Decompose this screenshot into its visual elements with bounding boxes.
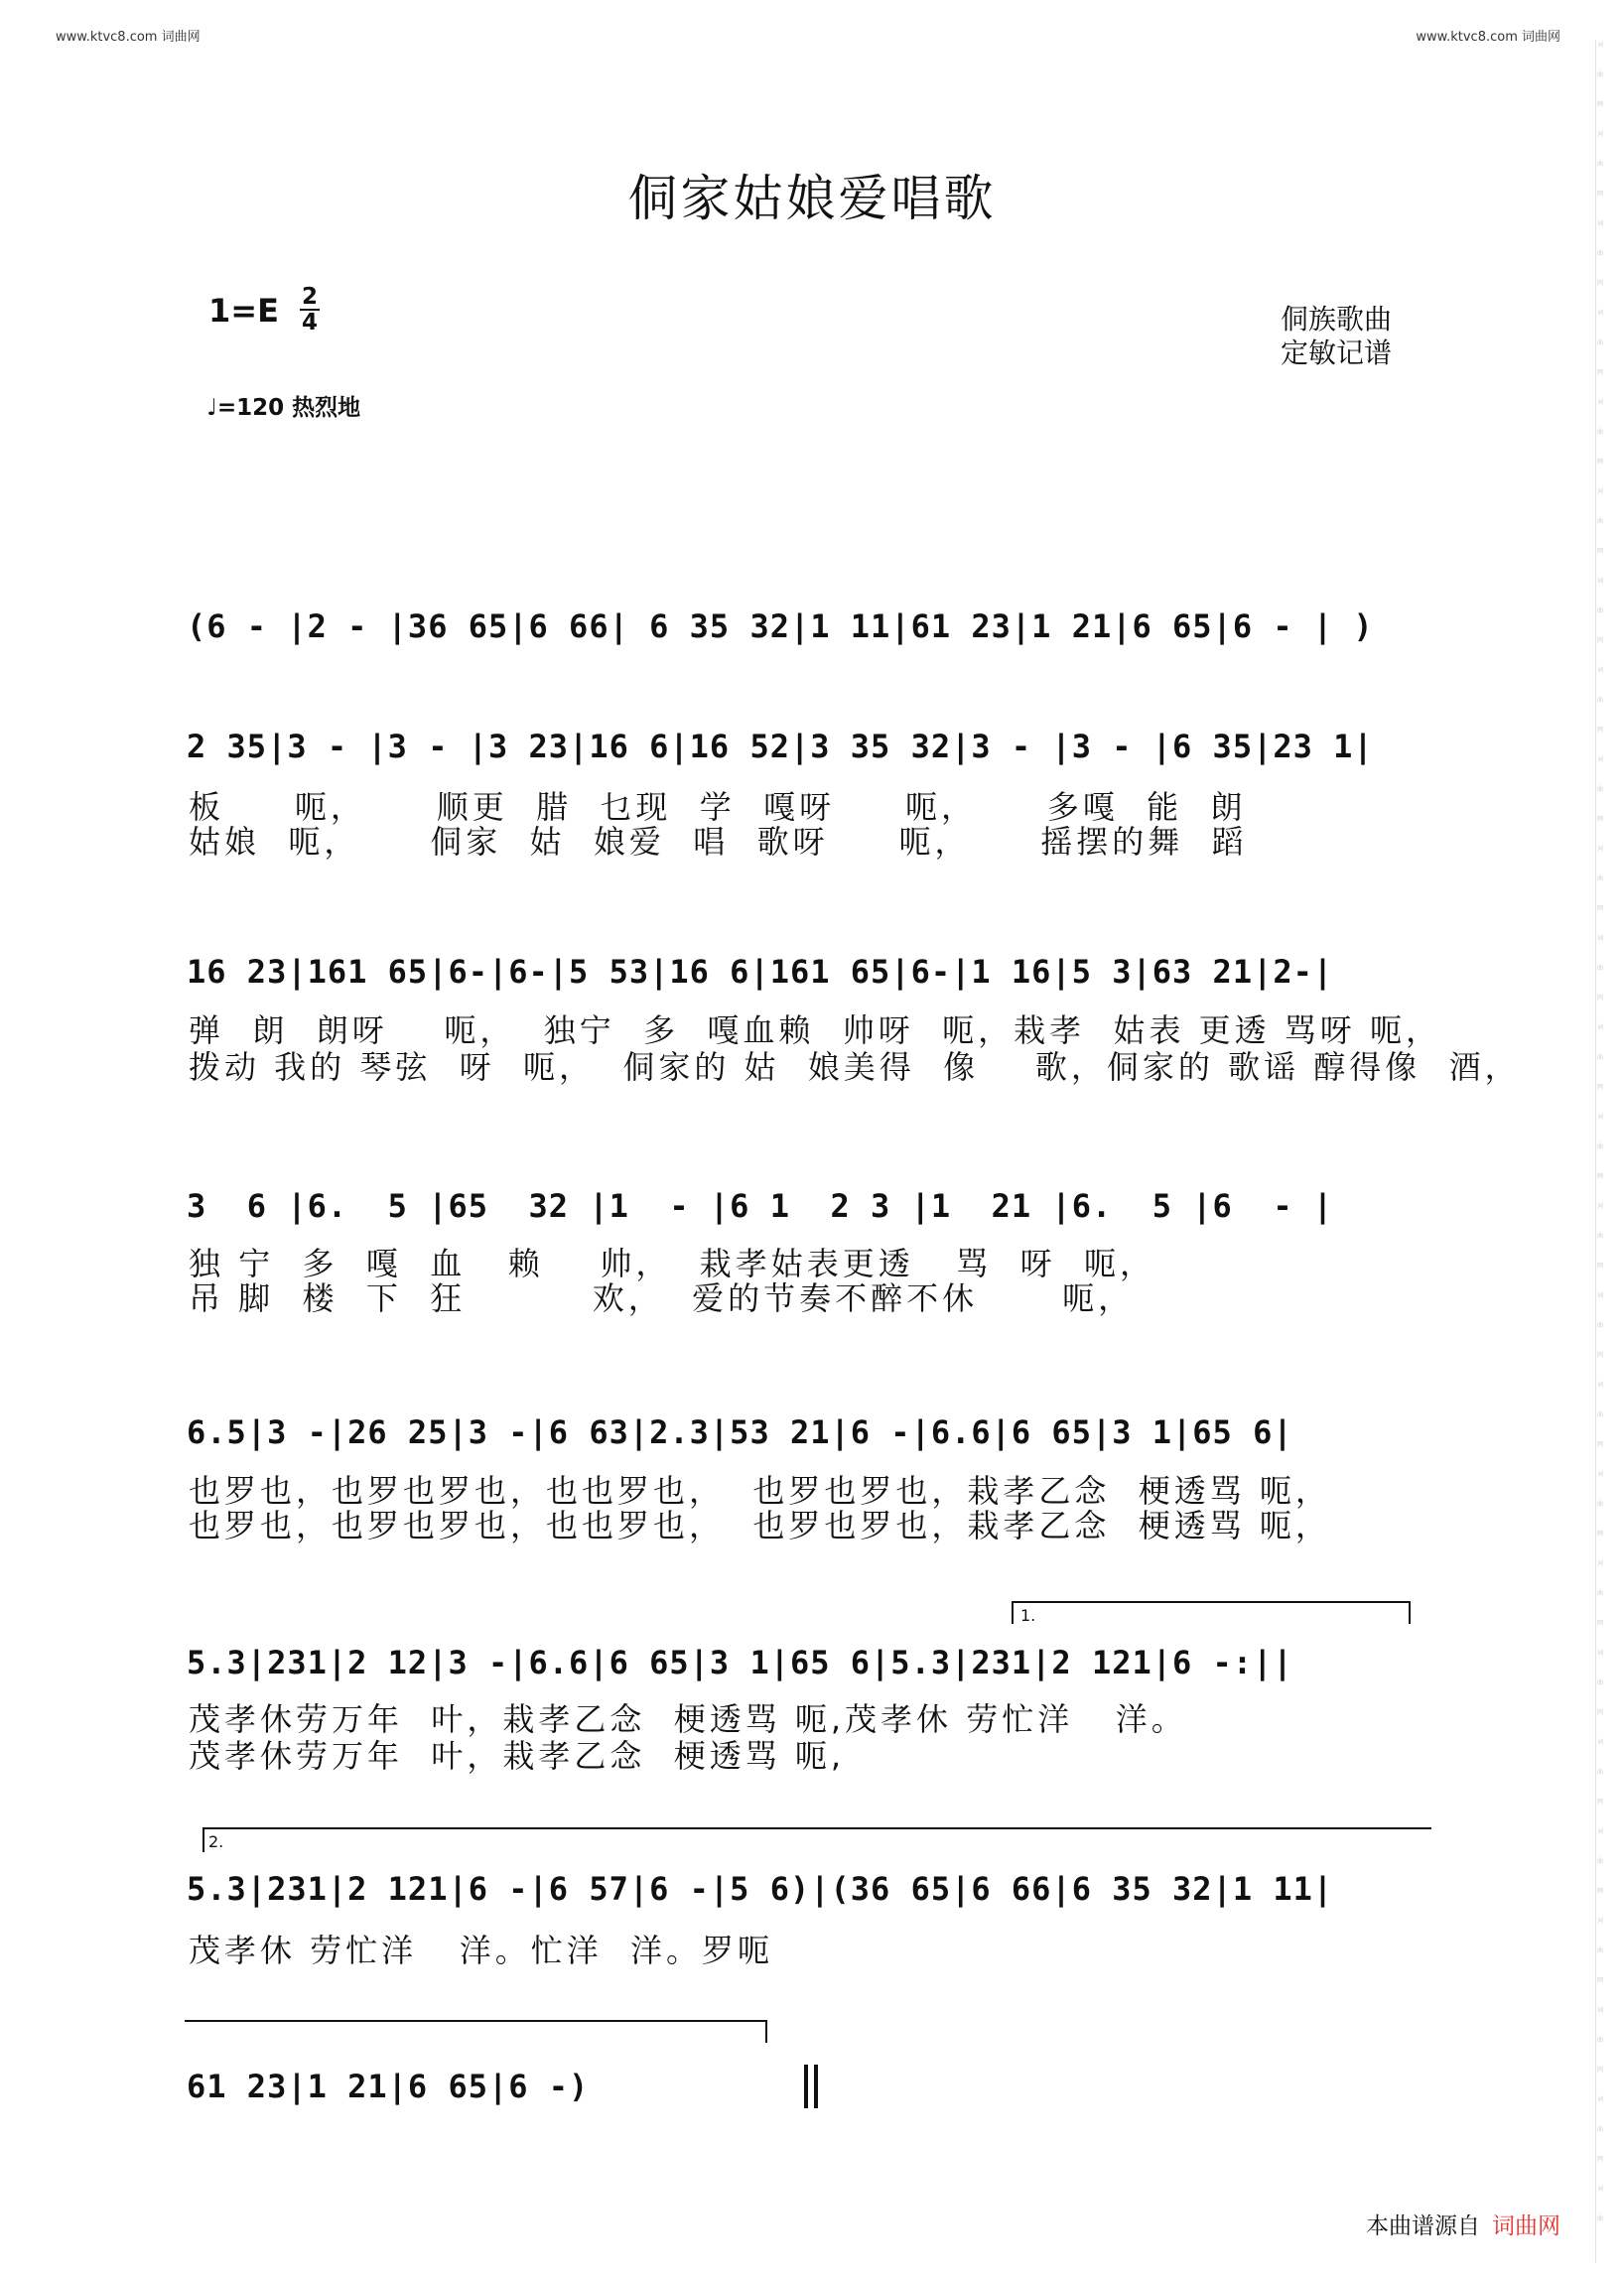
margin-watermark-mark: 网 [1597, 1888, 1604, 1895]
margin-watermark-mark: 词 [1597, 1918, 1604, 1925]
score-line-1: (6 - |2 - |36 65|6 66| 6 35 32|1 11|61 23|1 21|6 65|6 - | ) [187, 607, 1374, 645]
margin-watermark-mark: 网 [1597, 1263, 1604, 1270]
margin-watermark-mark: 词 [1597, 2096, 1604, 2103]
lyric-line-7-verse-1: 茂孝休 劳忙洋 洋。忙洋 洋。罗呃 [189, 1932, 774, 1969]
margin-watermark-mark: 词 [1597, 1739, 1604, 1746]
margin-watermark-mark: 词 [1597, 578, 1604, 585]
margin-watermark-mark: 网 [1597, 1620, 1604, 1627]
margin-watermark-mark: 网 [1597, 548, 1604, 555]
margin-watermark-mark: 曲 [1597, 1054, 1604, 1061]
footer-brand: 词曲网 [1492, 2213, 1560, 2239]
footer-prefix: 本曲谱源自 [1366, 2213, 1480, 2239]
margin-watermark-mark: 词 [1597, 1292, 1604, 1299]
score-line-3: 16 23|161 65|6-|6-|5 53|16 6|161 65|6-|1 16|5 3|63 21|2-| [187, 953, 1334, 991]
margin-watermark-mark: 曲 [1597, 429, 1604, 436]
volta-end-bracket [185, 2021, 766, 2043]
margin-watermark-mark: 词 [1597, 131, 1604, 138]
margin-watermark-mark: 词 [1597, 42, 1604, 49]
source-footer [1366, 2208, 1560, 2240]
score-line-5: 6.5|3 -|26 25|3 -|6 63|2.3|53 21|6 -|6.6|6 65|3 1|65 6| [187, 1413, 1293, 1451]
volta-second-label: 2. [208, 1832, 224, 1851]
margin-watermark-mark: 词 [1597, 1471, 1604, 1478]
lyric-line-5-verse-1: 也罗也，也罗也罗也，也也罗也， 也罗也罗也，栽孝乙念 梗透骂 呃， [189, 1472, 1331, 1510]
margin-watermark-mark: 曲 [1597, 161, 1604, 168]
margin-watermark-mark: 曲 [1597, 2037, 1604, 2044]
margin-watermark-mark: 网 [1597, 2067, 1604, 2074]
margin-watermark-mark: 词 [1597, 935, 1604, 942]
margin-watermark-mark: 词 [1597, 220, 1604, 227]
margin-watermark-mark: 网 [1597, 191, 1604, 198]
margin-watermark-mark: 词 [1597, 1024, 1604, 1031]
volta-second-bracket [203, 1828, 1431, 1852]
volta-first-bracket [1013, 1602, 1410, 1624]
score-line-2: 2 35|3 - |3 - |3 23|16 6|16 52|3 35 32|3 - |3 - |6 35|23 1| [187, 728, 1374, 765]
margin-watermark-mark: 曲 [1597, 965, 1604, 972]
score-line-6: 5.3|231|2 12|3 -|6.6|6 65|3 1|65 6|5.3|231|2 121|6 -:|| [187, 1644, 1293, 1681]
margin-watermark-mark: 曲 [1597, 1679, 1604, 1686]
lyric-line-2-verse-2: 姑娘 呃， 侗家 姑 娘爱 唱 歌呀 呃， 摇摆的舞 蹈 [189, 823, 1248, 861]
lyric-line-3-verse-1: 弹 朗 朗呀 呃， 独宁 多 嘎血赖 帅呀 呃，栽孝 姑表 更透 骂呀 呃， [189, 1011, 1441, 1049]
key-signature: 1=E [208, 292, 279, 330]
margin-watermark-mark: 曲 [1597, 1858, 1604, 1865]
lyric-line-3-verse-2: 拨动 我的 琴弦 呀 呃， 侗家的 姑 娘美得 像 歌，侗家的 歌谣 醇得像 酒， [189, 1048, 1521, 1086]
margin-watermark-mark: 词 [1597, 1203, 1604, 1210]
margin-watermark-mark: 曲 [1597, 1322, 1604, 1329]
margin-watermark-mark: 网 [1597, 727, 1604, 734]
margin-watermark-mark: 网 [1597, 637, 1604, 644]
margin-watermark-mark: 词 [1597, 1828, 1604, 1835]
lyric-line-5-verse-2: 也罗也，也罗也罗也，也也罗也， 也罗也罗也，栽孝乙念 梗透骂 呃， [189, 1507, 1331, 1544]
margin-watermark-mark: 曲 [1597, 1590, 1604, 1597]
margin-watermark-mark: 曲 [1597, 1769, 1604, 1776]
margin-watermark-mark: 曲 [1597, 607, 1604, 614]
credit-transcriber: 定敏记谱 [1281, 336, 1393, 369]
margin-watermark-mark: 曲 [1597, 1947, 1604, 1954]
score-line-7: 5.3|231|2 121|6 -|6 57|6 -|5 6)|(36 65|6 66|6 35 32|1 11| [187, 1870, 1334, 1908]
margin-watermark-mark: 词 [1597, 756, 1604, 763]
margin-watermark-mark: 网 [1597, 459, 1604, 466]
margin-watermark-mark: 词 [1597, 399, 1604, 406]
margin-watermark-mark: 网 [1597, 101, 1604, 108]
score-line-4: 3 6 |6. 5 |65 32 |1 - |6 1 2 3 |1 21 |6. 5 |6 - | [187, 1187, 1334, 1225]
margin-watermark-mark: 词 [1597, 2186, 1604, 2193]
margin-watermark-mark: 曲 [1597, 1143, 1604, 1150]
time-signature-bottom: 4 [301, 310, 318, 335]
margin-watermark-mark: 词 [1597, 1650, 1604, 1657]
margin-watermark-mark: 曲 [1597, 2126, 1604, 2133]
lyric-line-4-verse-1: 独 宁 多 嘎 血 赖 帅， 栽孝姑表更透 骂 呀 呃， [189, 1245, 1155, 1282]
margin-watermark-mark: 网 [1597, 2156, 1604, 2163]
margin-watermark-mark: 网 [1597, 816, 1604, 823]
lyric-line-6-verse-2: 茂孝休劳万年 叶，栽孝乙念 梗透骂 呃, [189, 1737, 846, 1775]
lyric-line-4-verse-2: 吊 脚 楼 下 狂 欢， 爱的节奏不醉不休 呃， [189, 1279, 1135, 1317]
site-watermark-right: www.ktvc8.com 词曲网 [1416, 30, 1560, 45]
margin-watermark-mark: 曲 [1597, 1411, 1604, 1418]
margin-watermark-mark: 曲 [1597, 786, 1604, 793]
margin-watermark-mark: 词 [1597, 310, 1604, 317]
margin-watermark-mark: 曲 [1597, 339, 1604, 346]
margin-watermark-mark: 词 [1597, 2007, 1604, 2014]
margin-watermark-mark: 曲 [1597, 250, 1604, 257]
margin-watermark-mark: 网 [1597, 905, 1604, 912]
margin-watermark-mark: 曲 [1597, 697, 1604, 704]
margin-watermark-mark: 网 [1597, 1352, 1604, 1359]
margin-watermark-mark: 曲 [1597, 518, 1604, 525]
score-line-8: 61 23|1 21|6 65|6 -) [187, 2068, 590, 2105]
site-watermark-left: www.ktvc8.com 词曲网 [56, 30, 201, 45]
margin-watermark-mark: 曲 [1597, 875, 1604, 882]
margin-watermark-mark: 词 [1597, 1560, 1604, 1567]
margin-watermark-mark: 曲 [1597, 1233, 1604, 1240]
margin-watermark-mark: 曲 [1597, 71, 1604, 78]
margin-watermark-mark: 网 [1597, 280, 1604, 287]
time-signature-top: 2 [301, 284, 318, 310]
margin-watermark-mark: 网 [1597, 1441, 1604, 1448]
margin-watermark-mark: 网 [1597, 1173, 1604, 1180]
margin-watermark-mark: 网 [1597, 1531, 1604, 1538]
final-barline [804, 2065, 818, 2108]
margin-watermark-mark: 曲 [1597, 1501, 1604, 1508]
margin-watermark-mark: 词 [1597, 1382, 1604, 1389]
margin-watermark-mark: 词 [1597, 1114, 1604, 1121]
credit-genre: 侗族歌曲 [1281, 303, 1393, 335]
tempo-marking: ♩=120 热烈地 [206, 395, 361, 421]
margin-watermark-mark: 词 [1597, 846, 1604, 853]
margin-watermark-mark: 词 [1597, 667, 1604, 674]
margin-watermark-mark: 网 [1597, 1709, 1604, 1716]
lyric-line-2-verse-1: 板 呃， 顺更 腊 乜现 学 嘎呀 呃， 多嘎 能 朗 [189, 788, 1247, 826]
margin-watermark-mark: 网 [1597, 1084, 1604, 1091]
margin-watermark-mark: 网 [1597, 1799, 1604, 1806]
lyric-line-6-verse-1: 茂孝休劳万年 叶，栽孝乙念 梗透骂 呃,茂孝休 劳忙洋 洋。 [189, 1700, 1187, 1738]
volta-first-label: 1. [1020, 1606, 1036, 1625]
margin-watermark-mark: 词 [1597, 488, 1604, 495]
margin-watermark-mark: 网 [1597, 369, 1604, 376]
song-title: 侗家姑娘爱唱歌 [627, 170, 997, 227]
margin-watermark-mark: 曲 [1597, 2215, 1604, 2222]
margin-watermark-mark: 网 [1597, 1977, 1604, 1984]
margin-watermark-mark: 网 [1597, 995, 1604, 1002]
